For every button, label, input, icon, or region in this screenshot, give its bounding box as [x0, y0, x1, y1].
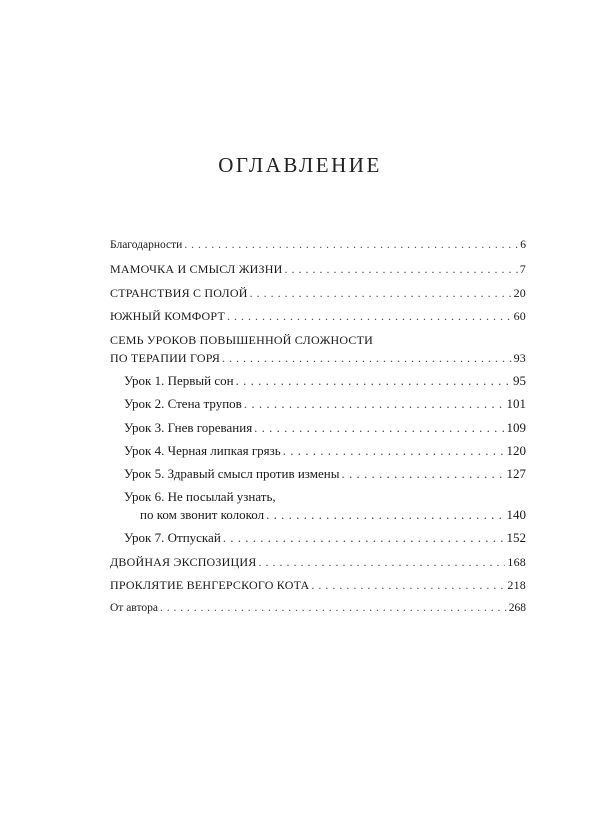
dot-leader: [341, 466, 504, 482]
toc-entry-chapter: [110, 554, 526, 570]
toc-entry-page: 101: [506, 396, 526, 411]
dot-leader: [266, 507, 504, 523]
toc-entry-page: 152: [506, 530, 526, 545]
toc-entry-lesson: [124, 443, 526, 459]
toc-entry-lesson: [124, 396, 526, 412]
dot-leader: [223, 530, 505, 546]
dot-leader: [284, 261, 517, 277]
toc-entry-label: СЕМЬ УРОКОВ ПОВЫШЕННОЙ СЛОЖНОСТИ: [110, 333, 373, 347]
toc-entry-page: 109: [506, 420, 526, 435]
dot-leader: [236, 373, 511, 389]
toc-entry-page: 20: [513, 286, 526, 300]
toc-entry-label: Урок 7. Отпускай: [124, 530, 221, 545]
dot-leader: [184, 237, 518, 253]
toc-entry-lesson: [124, 420, 526, 436]
dot-leader: [254, 420, 504, 436]
toc-entry-label: Урок 4. Черная липкая грязь: [124, 443, 281, 458]
dot-leader: [160, 600, 507, 616]
toc-entry-lesson-line2: [140, 507, 526, 523]
dot-leader: [244, 396, 505, 412]
toc-entry-label: ДВОЙНАЯ ЭКСПОЗИЦИЯ: [110, 555, 257, 569]
toc-entry-label: Урок 2. Стена трупов: [124, 396, 242, 411]
toc-entry-page: 93: [513, 351, 526, 365]
toc-entry-page: 7: [519, 262, 526, 276]
toc-entry-page: 120: [506, 443, 526, 458]
toc-entry-label: СТРАНСТВИЯ С ПОЛОЙ: [110, 286, 248, 300]
dot-leader: [222, 350, 512, 366]
toc-entry-afterword: [110, 600, 526, 616]
toc-entry-lesson: [124, 530, 526, 546]
dot-leader: [311, 577, 505, 593]
toc-entry-page: 95: [513, 373, 526, 388]
toc-entry-page: 168: [507, 555, 526, 569]
toc-entry-label: ЮЖНЫЙ КОМФОРТ: [110, 309, 225, 323]
toc-entry-acknowledgements: [110, 237, 526, 253]
toc-entry-label: Урок 5. Здравый смысл против измены: [124, 466, 340, 481]
toc-entry-page: 140: [506, 507, 526, 522]
dot-leader: [227, 308, 512, 324]
toc-entry-label: Урок 3. Гнев горевания: [124, 420, 253, 435]
dot-leader: [258, 554, 505, 570]
toc-entry-label: ПО ТЕРАПИИ ГОРЯ: [110, 351, 221, 365]
toc-entry-chapter-line1: [110, 332, 526, 348]
toc-entry-label: Урок 1. Первый сон: [124, 373, 234, 388]
toc-entry-lesson-line1: [124, 489, 526, 505]
toc-entry-chapter: [110, 577, 526, 593]
toc-entry-label: по ком звонит колокол: [140, 507, 265, 522]
toc-entry-label: ПРОКЛЯТИЕ ВЕНГЕРСКОГО КОТА: [110, 578, 310, 592]
toc-entry-chapter: [110, 308, 526, 324]
toc-entry-chapter-line2: [110, 350, 526, 366]
dot-leader: [283, 443, 505, 459]
dot-leader: [250, 285, 512, 301]
toc-entry-label: МАМОЧКА И СМЫСЛ ЖИЗНИ: [110, 262, 283, 276]
toc-entry-page: 268: [508, 602, 526, 614]
toc-entry-label: Благодарности: [110, 239, 183, 251]
toc-entry-chapter: [110, 285, 526, 301]
toc-entry-page: 60: [513, 309, 526, 323]
toc-entry-chapter: [110, 261, 526, 277]
page-title: ОГЛАВЛЕНИЕ: [218, 153, 382, 177]
toc-entry-lesson: [124, 466, 526, 482]
toc-entry-lesson: [124, 373, 526, 389]
toc-entry-page: 6: [520, 239, 526, 251]
toc-entry-label: От автора: [110, 602, 158, 614]
toc-entry-label: Урок 6. Не посылай узнать,: [124, 489, 276, 504]
toc-entry-page: 218: [507, 578, 526, 592]
toc-entry-page: 127: [506, 466, 526, 481]
